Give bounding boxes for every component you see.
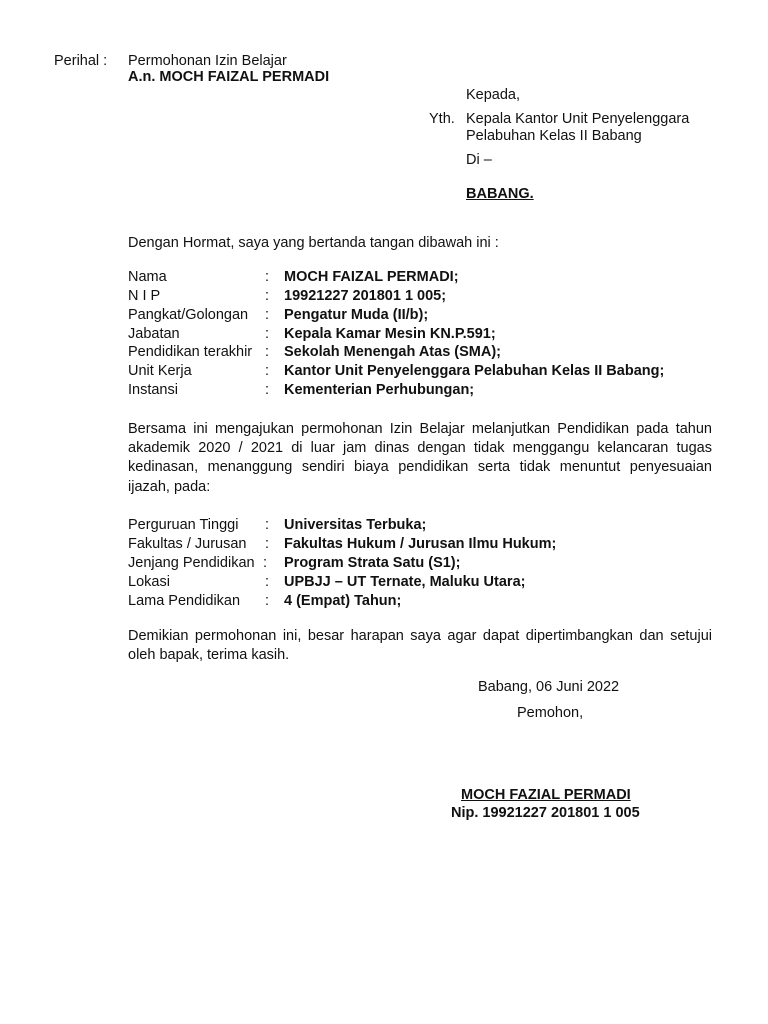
identity-colon: :	[265, 344, 270, 360]
recipient-line1: Kepala Kantor Unit Penyelenggara	[466, 111, 690, 127]
education-colon: :	[265, 574, 270, 590]
identity-label: N I P	[128, 288, 161, 304]
signature-nip: Nip. 19921227 201801 1 005	[451, 805, 640, 821]
identity-label: Pangkat/Golongan	[128, 307, 249, 323]
identity-colon: :	[265, 288, 270, 304]
education-colon: :	[265, 593, 270, 609]
closing-paragraph: Demikian permohonan ini, besar harapan saya agar dapat dipertimbangkan dan setujui oleh bapak, terima kasih.	[128, 628, 712, 664]
identity-colon: :	[265, 382, 270, 398]
identity-value: Kantor Unit Penyelenggara Pelabuhan Kelas II Babang;	[284, 363, 665, 379]
identity-value: Kementerian Perhubungan;	[284, 382, 475, 398]
education-label: Lama Pendidikan	[128, 593, 241, 609]
identity-label: Jabatan	[128, 326, 180, 342]
salutation: Dengan Hormat, saya yang bertanda tangan dibawah ini :	[128, 235, 499, 251]
education-label: Jenjang Pendidikan	[128, 555, 255, 571]
recipient-kepada: Kepada,	[466, 87, 521, 103]
an-line: A.n. MOCH FAIZAL PERMADI	[128, 69, 330, 85]
perihal-value: Permohonan Izin Belajar	[128, 53, 287, 69]
education-value: UPBJJ – UT Ternate, Maluku Utara;	[284, 574, 526, 590]
body-paragraph: Bersama ini mengajukan permohonan Izin Belajar melanjutkan Pendidikan pada tahun akademik 2020 / 2021 di luar jam dinas dengan tidak menggangu kelancaran tugas kedinasan, menanggung sendiri biaya pendidikan serta tidak menuntut penyesuaian ijazah, pada:	[128, 421, 712, 495]
identity-value: Pengatur Muda (II/b);	[284, 307, 429, 323]
identity-colon: :	[265, 363, 270, 379]
identity-label: Instansi	[128, 382, 178, 398]
identity-value: MOCH FAIZAL PERMADI;	[284, 269, 459, 285]
identity-colon: :	[265, 269, 270, 285]
recipient-city: BABANG.	[466, 186, 534, 202]
education-value: 4 (Empat) Tahun;	[284, 593, 402, 609]
identity-value: Sekolah Menengah Atas (SMA);	[284, 344, 501, 360]
recipient-yth: Yth.	[429, 111, 455, 127]
education-colon: :	[265, 517, 270, 533]
education-colon: :	[263, 555, 268, 571]
recipient-di: Di –	[466, 152, 492, 168]
education-value: Universitas Terbuka;	[284, 517, 427, 533]
signature-name: MOCH FAZIAL PERMADI	[461, 787, 631, 803]
identity-label: Pendidikan terakhir	[128, 344, 253, 360]
identity-value: 19921227 201801 1 005;	[284, 288, 447, 304]
identity-label: Nama	[128, 269, 167, 285]
education-value: Fakultas Hukum / Jurusan Ilmu Hukum;	[284, 536, 557, 552]
education-label: Lokasi	[128, 574, 170, 590]
education-value: Program Strata Satu (S1);	[284, 555, 461, 571]
signature-role: Pemohon,	[517, 705, 584, 721]
identity-colon: :	[265, 307, 270, 323]
identity-value: Kepala Kamar Mesin KN.P.591;	[284, 326, 496, 342]
identity-colon: :	[265, 326, 270, 342]
education-colon: :	[265, 536, 270, 552]
signature-place-date: Babang, 06 Juni 2022	[478, 679, 620, 695]
identity-label: Unit Kerja	[128, 363, 192, 379]
education-label: Perguruan Tinggi	[128, 517, 239, 533]
education-label: Fakultas / Jurusan	[128, 536, 247, 552]
perihal-label: Perihal :	[54, 53, 108, 69]
recipient-line2: Pelabuhan Kelas II Babang	[466, 128, 642, 144]
